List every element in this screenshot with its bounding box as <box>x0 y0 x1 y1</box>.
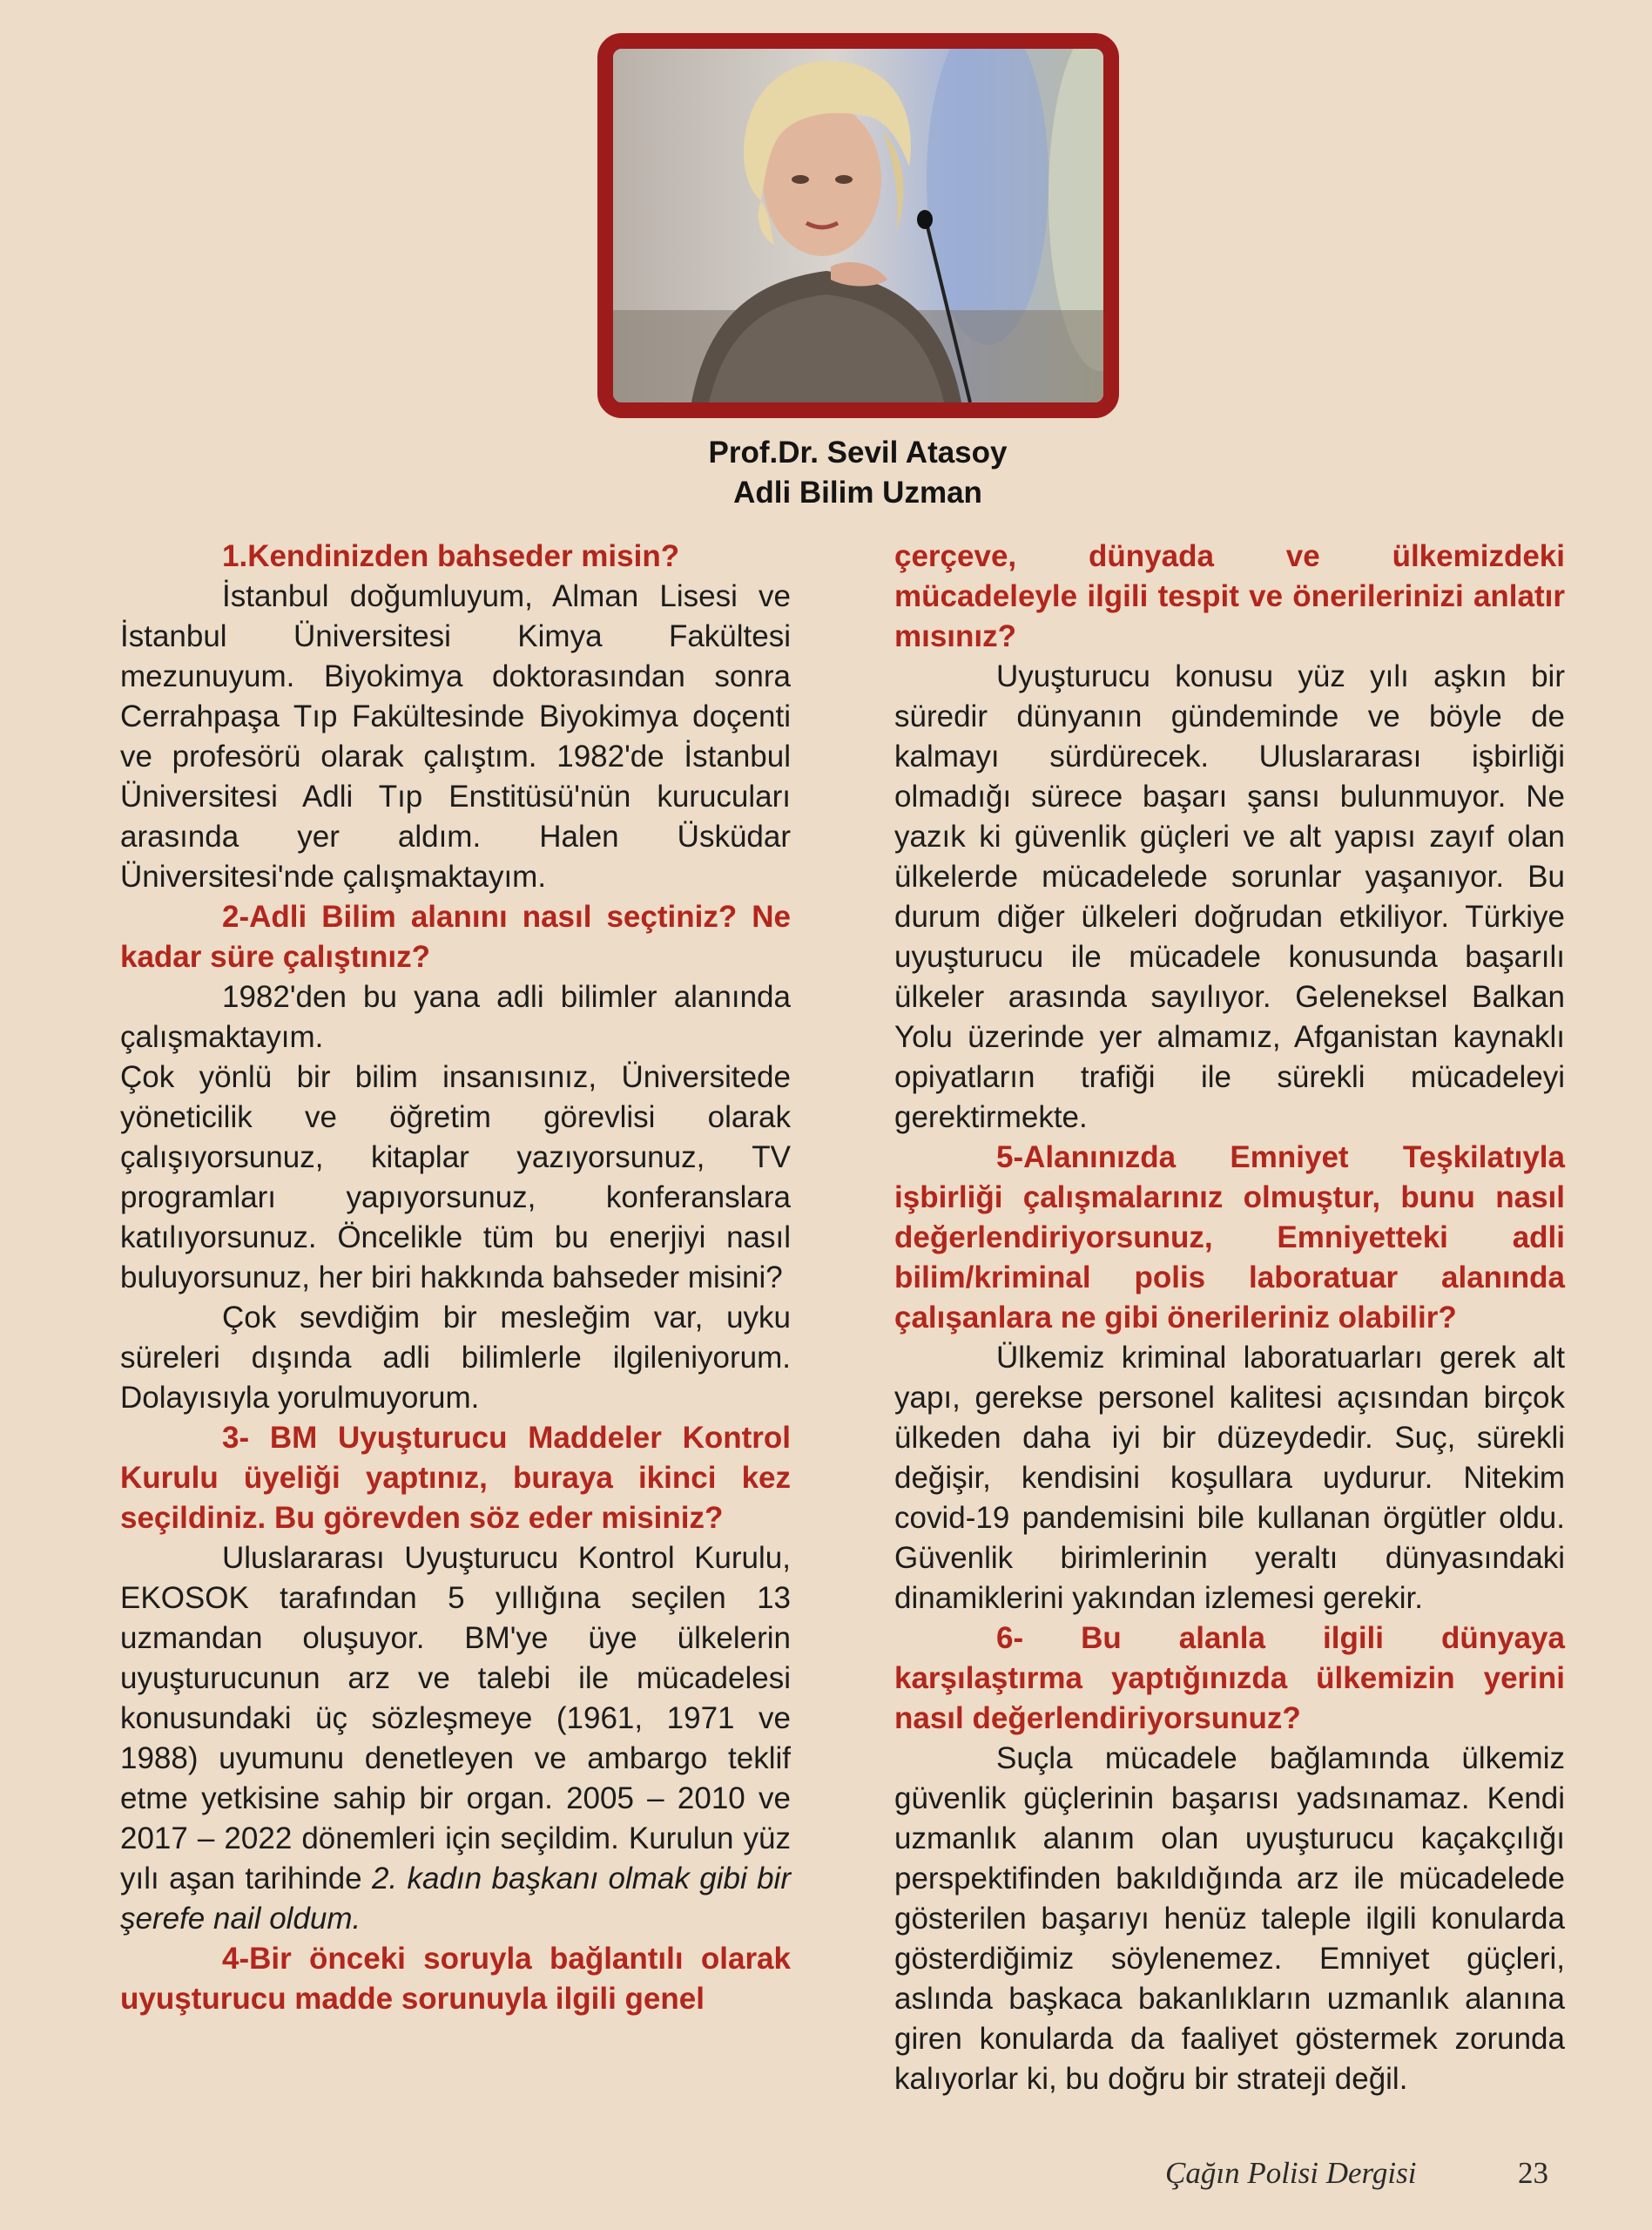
question-4-end: çerçeve, dünyada ve ülkemizdeki mücadeleyle ilgili tespit ve önerilerinizi anlatır mısınız? <box>894 539 1565 653</box>
right-column <box>894 537 1565 2099</box>
left-column <box>120 537 791 2019</box>
question-5: 5-Alanınızda Emniyet Teşkilatıyla işbirliği çalışmalarınız olmuştur, bunu nasıl değerlendiriyorsunuz, Emniyetteki adli bilim/kriminal polis laboratuar alanında çalışanlara ne gibi önerileriniz olabilir? <box>894 1140 1565 1335</box>
question-2b: Çok yönlü bir bilim insanısınız, Üniversitede yöneticilik ve öğretim görevlisi olarak çalışıyorsunuz, kitaplar yazıyorsunuz, TV programları yapıyorsunuz, konferanslara katılıyorsunuz. Öncelikle tüm bu enerjiyi nasıl buluyorsunuz, her biri hakkında bahseder misini? <box>120 1060 791 1294</box>
question-2: 2-Adli Bilim alanını nasıl seçtiniz? Ne kadar süre çalıştınız? <box>120 900 791 974</box>
answer-3 <box>120 1538 791 1939</box>
answer-4: Uyuşturucu konusu yüz yılı aşkın bir süredir dünyanın gündeminde ve böyle de kalmayı sürdürecek. Uluslararası işbirliği olmadığı sürece başarı şansı bulunmuyor. Ne yazık ki güvenlik güçleri ve alt yapısı zayıf olan ülkelerde mücadelede sorunlar yaşanıyor. Bu durum diğer ülkeleri doğrudan etkiliyor. Türkiye uyuşturucu ile mücadele konusunda başarılı ülkeler arasında sayılıyor. Geleneksel Balkan Yolu üzerinde yer almamız, Afganistan kaynaklı opiyatların trafiği ile sürekli mücadeleyi gerektirmekte. <box>894 659 1565 1134</box>
answer-2b: Çok sevdiğim bir mesleğim var, uyku süreleri dışında adli bilimlerle ilgileniyorum. Dolayısıyla yorulmuyorum. <box>120 1301 791 1415</box>
question-3: 3- BM Uyuşturucu Maddeler Kontrol Kurulu üyeliği yaptınız, buraya ikinci kez seçildiniz. Bu görevden söz eder misiniz? <box>120 1421 791 1535</box>
question-4-start: 4-Bir önceki soruyla bağlantılı olarak uyuşturucu madde sorunuyla ilgili genel <box>120 1942 791 2016</box>
answer-1: İstanbul doğumluyum, Alman Lisesi ve İstanbul Üniversitesi Kimya Fakültesi mezunuyum. Biyokimya doktorasından sonra Cerrahpaşa Tıp Fakültesinde Biyokimya doçenti ve profesörü olarak çalıştım. 1982'de İstanbul Üniversitesi Adli Tıp Enstitüsü'nün kurucuları arasında yer aldım. Halen Üsküdar Üniversitesi'nde çalışmaktayım. <box>120 579 791 894</box>
profile-title: Adli Bilim Uzman <box>733 476 982 510</box>
answer-5: Ülkemiz kriminal laboratuarları gerek alt yapı, gerekse personel kalitesi açısından birçok ülkeden daha iyi bir düzeydedir. Suç, sürekli değişir, kendisini koşullara uydurur. Nitekim covid-19 pandemisini bile kullanan örgütler oldu. Güvenlik birimlerinin yeraltı dünyasındaki dinamiklerini yakından izlemesi gerekir. <box>894 1341 1565 1615</box>
answer-2: 1982'den bu yana adli bilimler alanında çalışmaktayım. <box>120 980 791 1054</box>
answer-3-italic: 2. kadın başkanı olmak gibi bir şerefe nail oldum. <box>120 1862 791 1936</box>
question-1: 1.Kendinizden bahseder misin? <box>222 539 680 573</box>
portrait-photo <box>597 33 1119 418</box>
question-6: 6- Bu alanla ilgili dünyaya karşılaştırma yaptığınızda ülkemizin yerini nasıl değerlendiriyorsunuz? <box>894 1621 1565 1735</box>
answer-3-text: Uluslararası Uyuşturucu Kontrol Kurulu, EKOSOK tarafından 5 yıllığına seçilen 13 uzmandan oluşuyor. BM'ye üye ülkelerin uyuşturucunun arz ve talebi ile mücadelesi konusundaki üç sözleşmeye (1961, 1971 ve 1988) uyumunu denetleyen ve ambargo teklif etme yetkisine sahip bir organ. 2005 – 2010 ve 2017 – 2022 dönemleri için seçildim. Kurulun yüz yılı aşan tarihinde <box>120 1541 791 1896</box>
portrait-image <box>613 49 1103 402</box>
profile-name: Prof.Dr. Sevil Atasoy <box>708 436 1008 470</box>
answer-6: Suçla mücadele bağlamında ülkemiz güvenlik güçlerinin başarısı yadsınamaz. Kendi uzmanlık alanım olan uyuşturucu kaçakçılığı perspektifinden bakıldığında arz ile mücadelede gösterilen başarıyı henüz taleple ilgili konularda gösterdiğimiz söylenemez. Emniyet güçleri, aslında başkaca bakanlıkların uzmanlık alanına giren konularda da faaliyet göstermek zorunda kalıyorlar ki, bu doğru bir strateji değil. <box>894 1741 1565 2096</box>
magazine-title: Çağın Polisi Dergisi <box>1165 2156 1417 2190</box>
page-number: 23 <box>1518 2156 1548 2190</box>
